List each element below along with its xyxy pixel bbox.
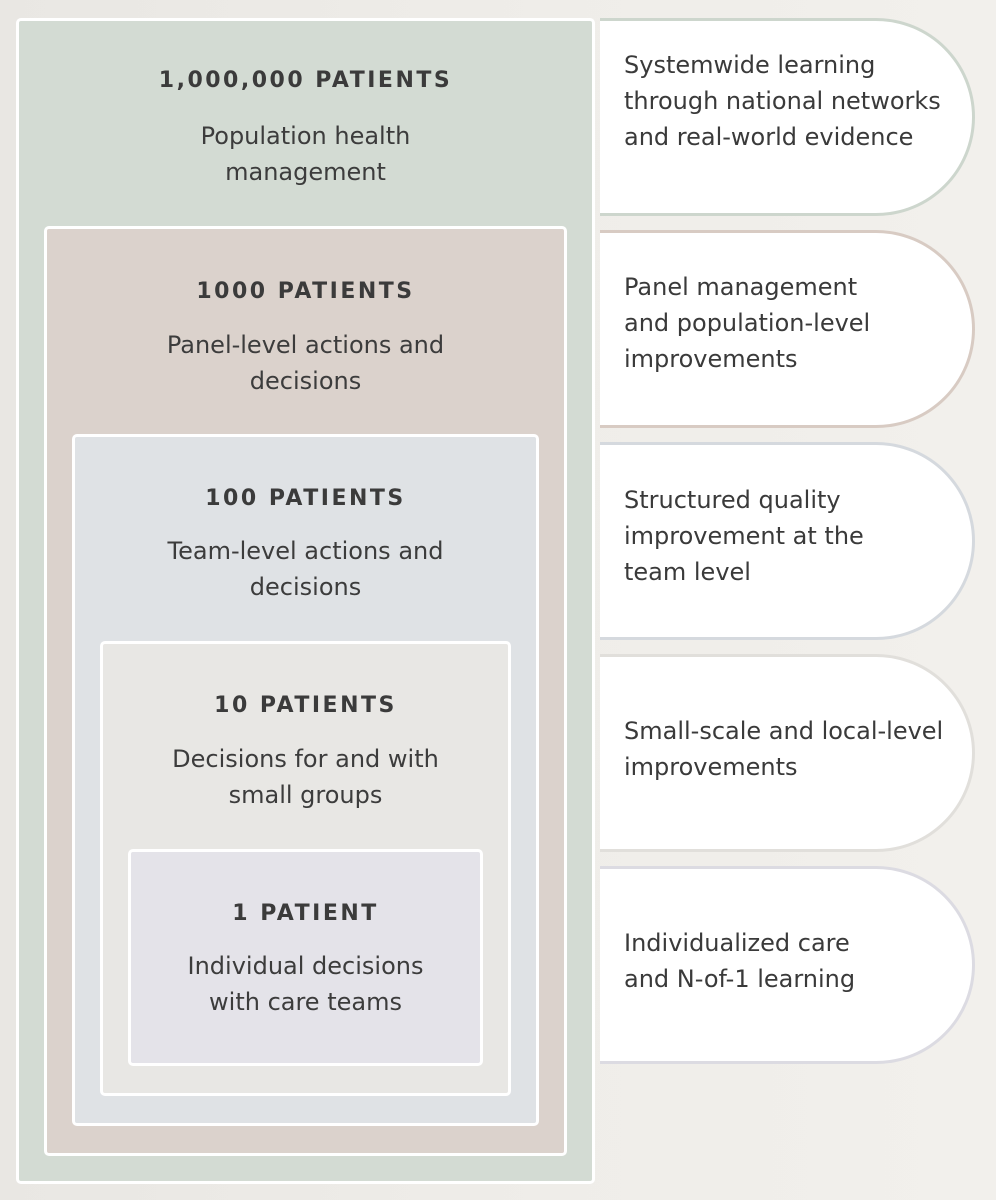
level-description-1000000: Population health management bbox=[200, 122, 411, 186]
level-description-10: Decisions for and with small groups bbox=[172, 745, 439, 809]
side-text-small-scale: Small-scale and local-level improvements bbox=[624, 717, 944, 781]
level-description-1000: Panel-level actions and decisions bbox=[166, 331, 445, 395]
side-text-team: Structured quality improvement at the team level bbox=[624, 486, 864, 586]
level-description-1: Individual decisions with care teams bbox=[187, 952, 424, 1016]
level-heading-1000: 1000 PATIENTS bbox=[196, 279, 415, 304]
side-text-individualized: Individualized care and N-of-1 learning bbox=[624, 929, 856, 993]
side-text-systemwide: Systemwide learning through national networks and real-world evidence bbox=[624, 51, 941, 151]
level-heading-100: 100 PATIENTS bbox=[205, 486, 406, 511]
level-heading-10: 10 PATIENTS bbox=[214, 693, 397, 718]
level-heading-1: 1 PATIENT bbox=[232, 901, 379, 926]
level-heading-1000000: 1,000,000 PATIENTS bbox=[158, 68, 453, 93]
level-description-100: Team-level actions and decisions bbox=[167, 537, 444, 601]
side-text-panel: Panel management and population-level improvements bbox=[624, 273, 871, 373]
